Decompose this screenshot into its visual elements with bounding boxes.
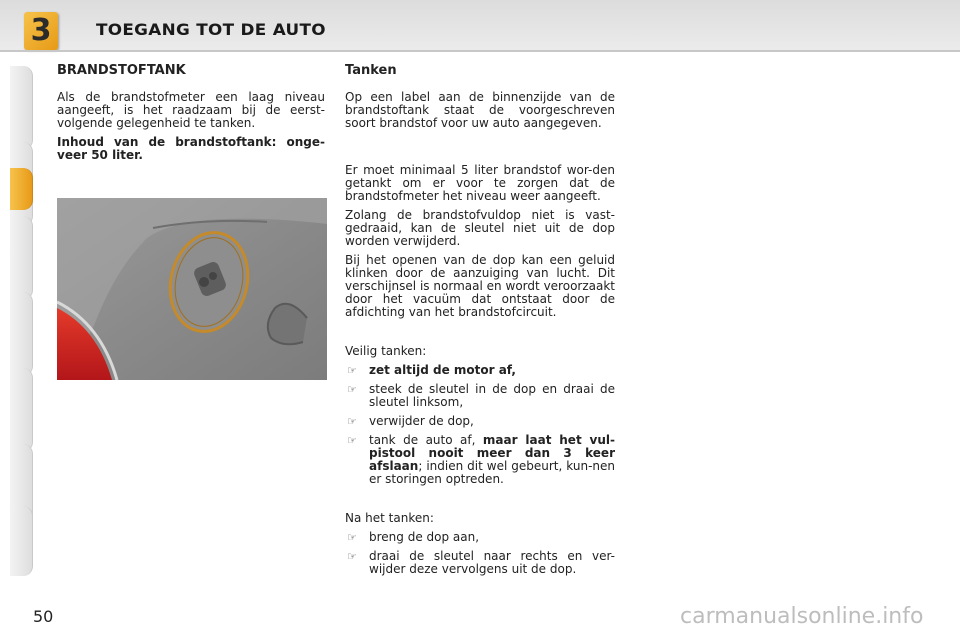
chapter-side-tabs bbox=[10, 66, 32, 576]
chapter-badge bbox=[24, 12, 58, 50]
after-refuel-list bbox=[345, 531, 615, 576]
pointing-hand-icon: ☞ bbox=[347, 550, 357, 563]
section-heading-refuel: Tanken bbox=[345, 63, 397, 78]
page-number: 50 bbox=[33, 607, 54, 626]
side-tab-8[interactable] bbox=[10, 506, 33, 576]
list-item: ☞ draai de sleutel naar rechts en ver-wijder deze vervolgens uit de dop. bbox=[347, 549, 615, 576]
section-heading-fuel-tank: BRANDSTOFTANK bbox=[57, 63, 186, 78]
key-removal-paragraph: Zolang de brandstofvuldop niet is vast-gedraaid, kan de sleutel niet uit de dop worden verwijderd. bbox=[345, 208, 615, 248]
side-tab-1[interactable] bbox=[10, 66, 33, 150]
list-item: ☞ zet altijd de motor af, bbox=[347, 363, 516, 377]
list-item: ☞ tank de auto af, maar laat het vul-pistool nooit meer dan 3 keer afslaan; indien dit wel gebeurt, kun-nen er storingen optreden. bbox=[347, 433, 615, 486]
tank-capacity: Inhoud van de brandstoftank: onge-veer 50 liter. bbox=[57, 135, 325, 162]
right-column bbox=[345, 64, 615, 582]
list-item: ☞ steek de sleutel in de dop en draai de sleutel linksom, bbox=[347, 382, 615, 409]
intro-paragraph: Als de brandstofmeter een laag niveau aangeeft, is het raadzaam bij de eerst-volgende gelegenheid te tanken. bbox=[57, 90, 325, 130]
safe-refuel-list bbox=[345, 364, 615, 486]
pointing-hand-icon: ☞ bbox=[347, 364, 357, 377]
fuel-flap-illustration bbox=[57, 198, 327, 380]
watermark: carmanualsonline.info bbox=[680, 604, 924, 629]
left-column bbox=[57, 64, 325, 168]
minimum-fuel-paragraph: Er moet minimaal 5 liter brandstof wor-den getankt om er voor te zorgen dat de brandstofmeter het niveau weer aangeeft. bbox=[345, 163, 615, 203]
chapter-number: 3 bbox=[30, 13, 52, 48]
pointing-hand-icon: ☞ bbox=[347, 531, 357, 544]
fuel-flap-photo bbox=[57, 198, 327, 380]
pointing-hand-icon: ☞ bbox=[347, 415, 357, 428]
fuel-label-paragraph: Op een label aan de binnenzijde van de brandstoftank staat de voorgeschreven soort brandstof voor uw auto aangegeven. bbox=[345, 90, 615, 130]
side-tab-6[interactable] bbox=[10, 368, 33, 452]
pointing-hand-icon: ☞ bbox=[347, 383, 357, 396]
vacuum-noise-paragraph: Bij het openen van de dop kan een geluid klinken door de aanzuiging van lucht. Dit verschijnsel is normaal en wordt veroorzaakt door het vacuüm dat ontstaat door de afdichting van het brandstofcircuit. bbox=[345, 253, 615, 319]
list-item: ☞ breng de dop aan, bbox=[347, 530, 480, 544]
after-refuel-heading: Na het tanken: bbox=[345, 511, 434, 525]
chapter-header bbox=[0, 0, 960, 52]
safe-refuel-heading: Veilig tanken: bbox=[345, 344, 427, 358]
side-tab-3-active[interactable] bbox=[10, 168, 33, 210]
pointing-hand-icon: ☞ bbox=[347, 434, 357, 447]
side-tab-4[interactable] bbox=[10, 216, 33, 300]
chapter-title: TOEGANG TOT DE AUTO bbox=[96, 20, 326, 39]
side-tab-5[interactable] bbox=[10, 292, 33, 376]
list-item: ☞ verwijder de dop, bbox=[347, 414, 474, 428]
